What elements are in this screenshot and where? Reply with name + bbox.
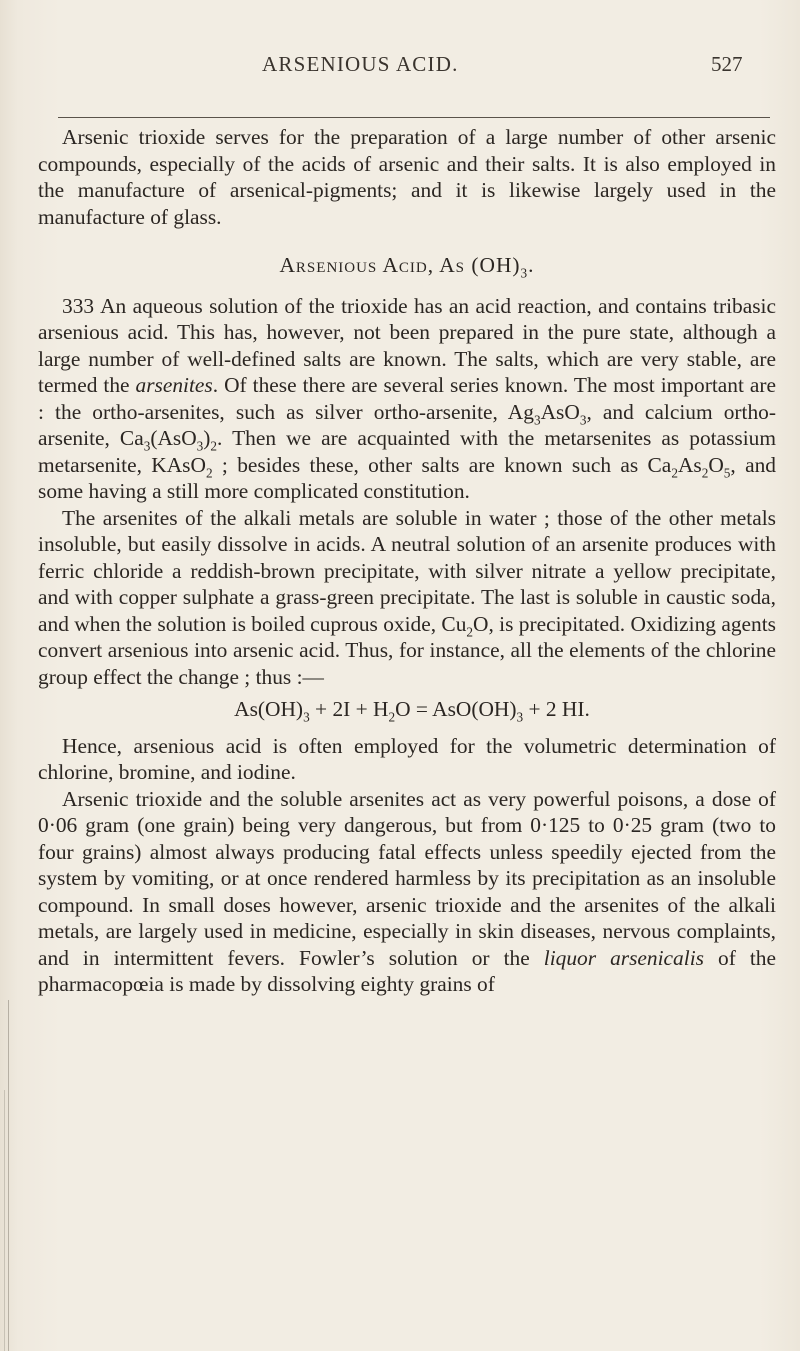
subscript: 2 bbox=[671, 464, 678, 480]
section-title-end: . bbox=[528, 253, 535, 277]
body-text bbox=[38, 124, 776, 998]
gutter-shadow-line bbox=[8, 1000, 9, 1351]
section-heading bbox=[38, 252, 776, 279]
text-run: ; besides these, other salts are known such as Ca bbox=[212, 452, 672, 477]
subscript: 3 bbox=[143, 438, 151, 454]
intro-paragraph: Arsenic trioxide serves for the preparation of a large number of other arsenic compounds, especially of the acids of arsenic and their salts. It is also employed in the manufacture of arsenical-pigments; and it is likewise largely used in the manufacture of glass. bbox=[38, 125, 776, 229]
subscript: 5 bbox=[723, 464, 731, 480]
header-rule bbox=[58, 117, 770, 118]
subscript: 3 bbox=[533, 411, 541, 427]
term-liquor-arsenicalis: liquor arsenicalis bbox=[543, 945, 704, 970]
gutter-shadow-line bbox=[4, 1090, 5, 1351]
equation-part: + 2 HI. bbox=[523, 697, 590, 721]
paragraph-solubility bbox=[38, 505, 776, 691]
text-run: AsO bbox=[540, 399, 580, 424]
paragraph-number: 333 bbox=[62, 293, 95, 318]
text-run: , and calcium ortho-arsenite, Ca bbox=[38, 399, 776, 450]
subscript: 2 bbox=[701, 464, 709, 480]
section-title-text: Arsenious Acid, As (OH) bbox=[279, 253, 521, 277]
subscript: 2 bbox=[205, 464, 213, 480]
subscript: 3 bbox=[196, 438, 204, 454]
text-run: of the pharmacopœia is made by dissolving eighty grains of bbox=[38, 945, 776, 996]
chemical-equation bbox=[38, 696, 776, 723]
text-run: The arsenites of the alkali metals are soluble in water ; those of the other metals insoluble, but easily dissolve in acids. A neutral solution of an arsenite produces with ferric chloride a reddish-brown precipitate, with silver nitrate a yellow precipitate, and with copper sulphate a grass-green precipitate. The last is soluble in caustic soda, and when the solution is boiled cuprous oxide, Cu bbox=[38, 505, 776, 636]
term-arsenites: arsenites bbox=[135, 373, 213, 397]
subscript: 2 bbox=[210, 438, 218, 454]
running-title: ARSENIOUS ACID. bbox=[262, 52, 459, 76]
paragraph-volumetric: Hence, arsenious acid is often employed for the volumetric determination of chlorine, bromine, and iodine. bbox=[38, 733, 776, 784]
text-run: O, is precipitated. Oxidizing agents convert arsenious into arsenic acid. Thus, for instance, all the elements of the chlorine group effect the change ; thus :— bbox=[38, 611, 776, 689]
text-run: An aqueous solution of the trioxide has an acid reaction, and contains tribasic arsenious acid. This has, however, not been prepared in the pure state, although a large number of well-defined salts are known. The salts, which are very stable, are termed the bbox=[38, 293, 776, 397]
text-run: As bbox=[677, 452, 702, 477]
subscript: 2 bbox=[388, 709, 396, 725]
text-run: Arsenic trioxide and the soluble arsenites act as very powerful poisons, a dose of 0·06 gram (one grain) being very dangerous, but from 0·125 to 0·25 gram (two to four grains) almost always producing fatal effects unless speedily ejected from the system by vomiting, or at once rendered harmless by its precipitation as an insoluble compound. In small doses however, arsenic trioxide and the arsenites of the alkali metals, are largely used in medicine, especially in skin diseases, nervous complaints, and in intermittent fevers. Fowler’s solution or the bbox=[38, 786, 776, 970]
subscript: 3 bbox=[516, 709, 524, 725]
subscript: 3 bbox=[303, 709, 310, 725]
paragraph-333 bbox=[38, 293, 776, 505]
subscript: 3 bbox=[579, 411, 587, 427]
equation-part: + 2I + H bbox=[309, 697, 389, 721]
text-run: ) bbox=[203, 426, 211, 450]
equation-part: As(OH) bbox=[234, 697, 304, 721]
text-run: . Of these there are several series known. The most important are : the ortho-arsenites, such as silver ortho-arsenite, Ag bbox=[38, 373, 776, 424]
subscript: 2 bbox=[466, 623, 474, 639]
text-run: (AsO bbox=[150, 426, 197, 450]
page-number: 527 bbox=[711, 52, 743, 76]
paragraph-poisons bbox=[38, 786, 776, 998]
text-run: . Then we are acquainted with the metarsenites as potassium metarsenite, KAsO bbox=[38, 426, 776, 477]
running-head bbox=[0, 52, 800, 88]
text-run: O bbox=[708, 452, 724, 477]
text-run: , and some having a still more complicated constitution. bbox=[38, 452, 776, 503]
section-title-subscript: 3 bbox=[520, 265, 529, 281]
equation-part: O = AsO(OH) bbox=[395, 697, 517, 721]
